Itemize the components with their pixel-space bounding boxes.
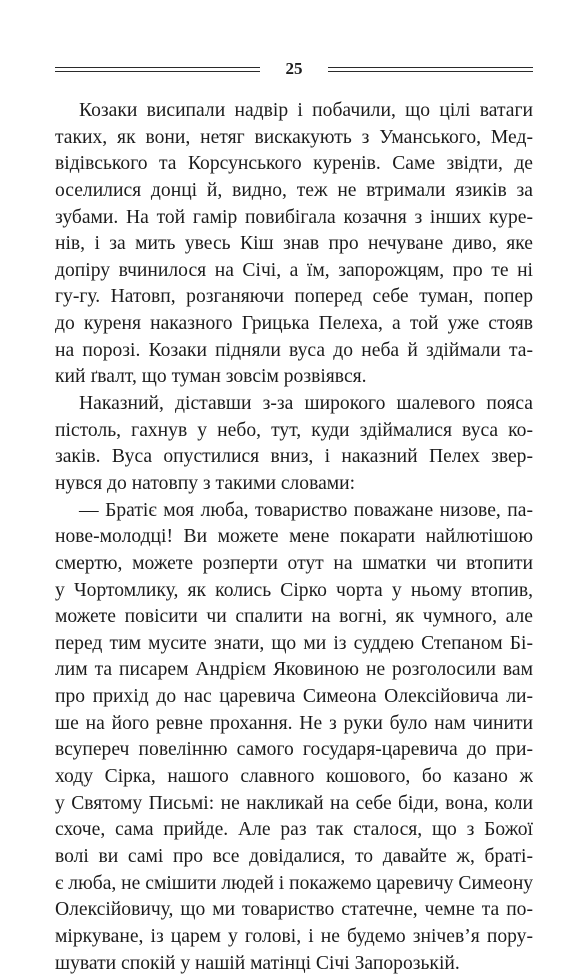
page-header xyxy=(55,58,533,80)
text-line: ше на його ревне прохання. Не з руки було нам чинити xyxy=(55,711,533,738)
text-line: нів, і за мить увесь Кіш знав про нечуване диво, яке xyxy=(55,231,533,258)
text-line: Козаки висипали надвір і побачили, що цілі ватаги xyxy=(55,98,533,125)
header-rule-left xyxy=(55,67,260,72)
paragraph xyxy=(55,498,533,977)
text-line: ходу Сірка, нашого славного кошового, бо казано ж xyxy=(55,764,533,791)
text-line: допіру вчинилося на Січі, а їм, запорожцям, про те ні xyxy=(55,258,533,285)
text-line: пістоль, гахнув у небо, тут, куди здіймалися вуса ко- xyxy=(55,418,533,445)
text-line: Наказний, діставши з-за широкого шалевого пояса xyxy=(55,391,533,418)
text-line: оселилися донці й, видно, теж не втримали язиків за xyxy=(55,178,533,205)
text-line: волі ви самі про все довідалися, то давайте ж, браті- xyxy=(55,844,533,871)
text-line: відівського та Корсунського куренів. Саме звідти, де xyxy=(55,151,533,178)
text-line: зубами. На той гамір повибігала козачня з інших курe- xyxy=(55,205,533,232)
text-line: смертю, можете розперти отут на шматки чи втопити xyxy=(55,551,533,578)
text-line: про прихід до нас царевича Симеона Олексійовича ли- xyxy=(55,684,533,711)
text-line: перед тим мусите знати, що ми із суддею Степаном Бі- xyxy=(55,631,533,658)
text-line: гу-гу. Натовп, розганяючи поперед себе туман, попер xyxy=(55,284,533,311)
text-line: міркуване, із царем у голові, і не будемо знічев’я пору- xyxy=(55,924,533,951)
text-line: можете повісити чи спалити на вогні, як чумного, але xyxy=(55,604,533,631)
text-line: заків. Вуса опустилися вниз, і наказний Пелех звер- xyxy=(55,444,533,471)
text-line: Олексійовичу, що ми товариство статечне, чемне та по- xyxy=(55,897,533,924)
paragraph xyxy=(55,391,533,498)
page-number: 25 xyxy=(260,58,328,80)
text-line: є люба, не смішити людей і покажемо царевичу Симеону xyxy=(55,871,533,898)
text-line: нувся до натовпу з такими словами: xyxy=(55,471,533,498)
text-line: лим та писарем Андрієм Яковиною не розголосили вам xyxy=(55,657,533,684)
text-line: нове-молодці! Ви можете мене покарати найлютішою xyxy=(55,524,533,551)
text-line: схоче, сама прийде. Але раз так сталося, що з Божої xyxy=(55,817,533,844)
text-line: у Чортомлику, як колись Сірко чорта у ньому втопив, xyxy=(55,578,533,605)
text-line: таких, як вони, нетяг вискакують з Уманського, Мед- xyxy=(55,125,533,152)
body-text xyxy=(55,98,533,977)
text-line: на порозі. Козаки підняли вуса до неба й здіймали та- xyxy=(55,338,533,365)
text-line: всупереч повелінню самого государя-царевича до при- xyxy=(55,737,533,764)
text-line: до куреня наказного Грицька Пелеха, а той уже стояв xyxy=(55,311,533,338)
paragraph xyxy=(55,98,533,391)
text-line: у Святому Письмі: не накликай на себе біди, вона, коли xyxy=(55,791,533,818)
text-line: — Братіє моя люба, товариство поважане низове, па- xyxy=(55,498,533,525)
text-line: шувати спокій у нашій матінці Січі Запорозькій. xyxy=(55,951,533,977)
text-line: кий ґвалт, що туман зовсім розвіявся. xyxy=(55,364,533,391)
header-rule-right xyxy=(328,67,533,72)
